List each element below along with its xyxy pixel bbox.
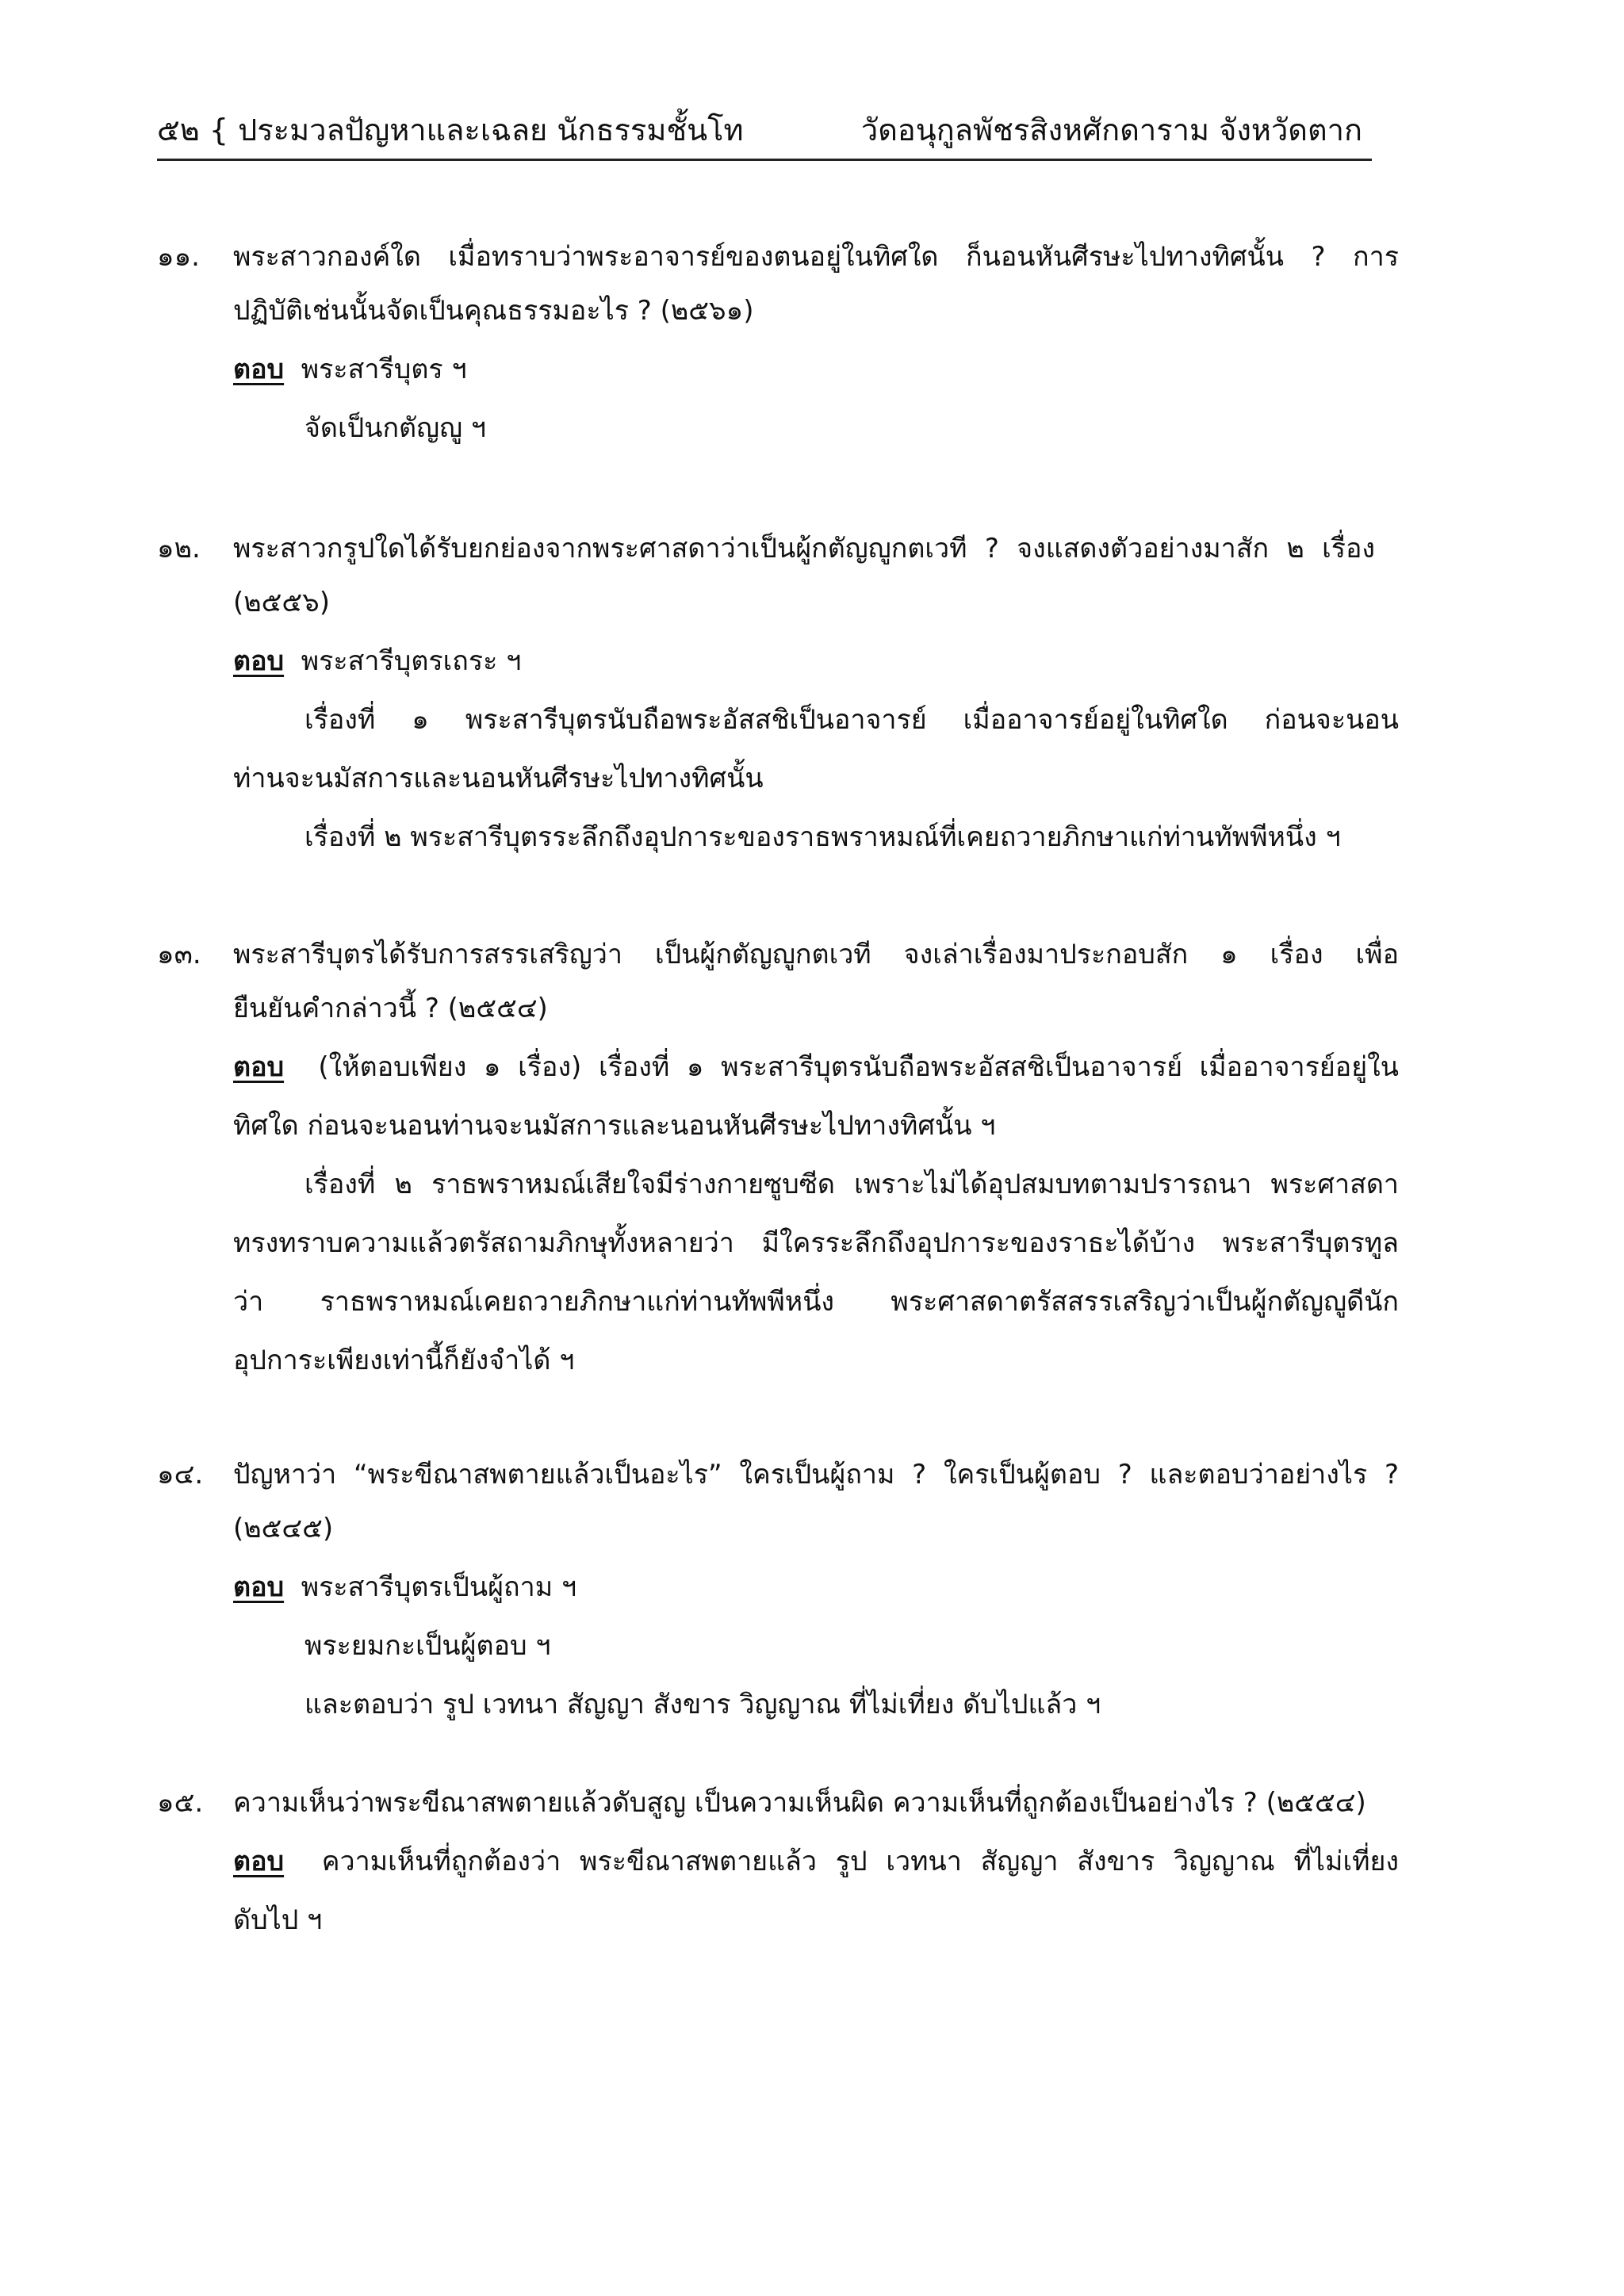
answer-label: ตอบ — [233, 1571, 285, 1603]
answer-line: ทิศใด ก่อนจะนอนท่านจะนมัสการและนอนหันศีรษะไปทางทิศนั้น ฯ — [233, 1110, 996, 1142]
answer-line: อุปการะเพียงเท่านี้ก็ยังจำได้ ฯ — [233, 1345, 575, 1376]
question-text-line: ความเห็นว่าพระขีณาสพตายแล้วดับสูญ เป็นความเห็นผิด ความเห็นที่ถูกต้องเป็นอย่างไร ? (๒๕๕๔) — [233, 1787, 1366, 1819]
question-text-line: พระสารีบุตรได้รับการสรรเสริญว่า เป็นผู้กตัญญูกตเวที จงเล่าเรื่องมาประกอบสัก ๑ เรื่อง เพื่อ — [233, 939, 1399, 970]
answer-text: พระสารีบุตรเป็นผู้ถาม ฯ — [301, 1571, 577, 1603]
answer-line: ว่า ราธพราหมณ์เคยถวายภิกษาแก่ท่านทัพพีหนึ่ง พระศาสดาตรัสสรรเสริญว่าเป็นผู้กตัญญูดีนัก — [233, 1286, 1399, 1318]
answer-text: (ให้ตอบเพียง ๑ เรื่อง) เรื่องที่ ๑ พระสารีบุตรนับถือพระอัสสชิเป็นอาจารย์ เมื่ออาจารย์อยู่ใน — [318, 1051, 1399, 1083]
answer-line — [233, 1048, 1399, 1086]
question-text-line: (๒๕๔๕) — [233, 1513, 334, 1544]
answer-text: ความเห็นที่ถูกต้องว่า พระขีณาสพตายแล้ว รูป เวทนา สัญญา สังขาร วิญญาณ ที่ไม่เที่ยง — [321, 1846, 1400, 1877]
question-number: ๑๑. — [157, 241, 200, 273]
question-number: ๑๔. — [157, 1459, 204, 1490]
question-text-line: พระสาวกองค์ใด เมื่อทราบว่าพระอาจารย์ของตนอยู่ในทิศใด ก็นอนหันศีรษะไปทางทิศนั้น ? การ — [233, 241, 1399, 273]
answer-line: ดับไป ฯ — [233, 1904, 323, 1936]
header-left: ๕๒ { ประมวลปัญหาและเฉลย นักธรรมชั้นโท — [157, 113, 744, 147]
question-text-line: (๒๕๕๖) — [233, 587, 330, 618]
answer-line: เรื่องที่ ๒ ราธพราหมณ์เสียใจมีร่างกายซูบซีด เพราะไม่ได้อุปสมบทตามปรารถนา พระศาสดา — [304, 1169, 1399, 1200]
question-text-line: พระสาวกรูปใดได้รับยกย่องจากพระศาสดาว่าเป็นผู้กตัญญูกตเวที ? จงแสดงตัวอย่างมาสัก ๒ เรื่อง — [233, 533, 1375, 564]
answer-line — [233, 1568, 576, 1606]
question-number: ๑๓. — [157, 939, 201, 970]
answer-line: จัดเป็นกตัญญู ฯ — [304, 412, 486, 444]
answer-label: ตอบ — [233, 645, 285, 677]
header-right: วัดอนุกูลพัชรสิงหศักดาราม จังหวัดตาก — [860, 113, 1362, 147]
answer-text: พระสารีบุตร ฯ — [301, 354, 467, 385]
answer-line: พระยมกะเป็นผู้ตอบ ฯ — [304, 1630, 551, 1662]
question-text-line: ปฏิบัติเช่นนั้นจัดเป็นคุณธรรมอะไร ? (๒๕๖๑) — [233, 295, 754, 327]
answer-line: ท่านจะนมัสการและนอนหันศีรษะไปทางทิศนั้น — [233, 763, 764, 794]
answer-line — [233, 350, 467, 388]
answer-line: เรื่องที่ ๒ พระสารีบุตรระลึกถึงอุปการะของราธพราหมณ์ที่เคยถวายภิกษาแก่ท่านทัพพีหนึ่ง ฯ — [304, 821, 1341, 853]
answer-label: ตอบ — [233, 1846, 285, 1877]
question-number: ๑๕. — [157, 1787, 204, 1819]
answer-line — [233, 1843, 1399, 1881]
question-number: ๑๒. — [157, 533, 201, 564]
answer-line: ทรงทราบความแล้วตรัสถามภิกษุทั้งหลายว่า มีใครระลึกถึงอุปการะของราธะได้บ้าง พระสารีบุตรทูล — [233, 1227, 1399, 1259]
question-text-line: ยืนยันคำกล่าวนี้ ? (๒๕๕๔) — [233, 993, 548, 1024]
page-header — [157, 109, 1372, 161]
question-text-line: ปัญหาว่า “พระขีณาสพตายแล้วเป็นอะไร” ใครเป็นผู้ถาม ? ใครเป็นผู้ตอบ ? และตอบว่าอย่างไร ? — [233, 1459, 1399, 1490]
answer-line — [233, 642, 521, 680]
answer-text: พระสารีบุตรเถระ ฯ — [301, 645, 522, 677]
answer-label: ตอบ — [233, 354, 285, 385]
answer-line: เรื่องที่ ๑ พระสารีบุตรนับถือพระอัสสชิเป็นอาจารย์ เมื่ออาจารย์อยู่ในทิศใด ก่อนจะนอน — [304, 704, 1399, 736]
answer-line: และตอบว่า รูป เวทนา สัญญา สังขาร วิญญาณ ที่ไม่เที่ยง ดับไปแล้ว ฯ — [304, 1689, 1101, 1720]
answer-label: ตอบ — [233, 1051, 285, 1083]
